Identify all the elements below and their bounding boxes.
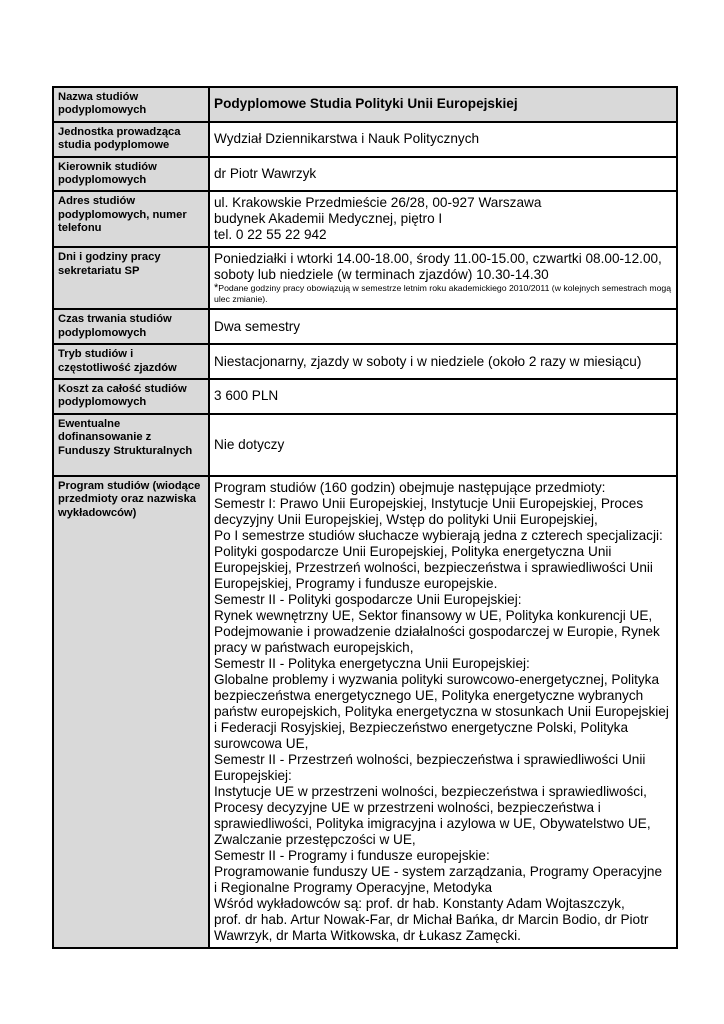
hours-line: soboty lub niedziele (w terminach zjazdów) 10.30-14.30	[214, 267, 549, 283]
program-line: Europejskiej, Przestrzeń wolności, bezpieczeństwa i sprawiedliwości Unii	[214, 559, 653, 575]
program-line: Po I semestrze studiów słuchacze wybierają jedna z czterech specjalizacji:	[214, 527, 663, 543]
value-funding: Nie dotyczy	[209, 414, 677, 476]
label-mode: Tryb studiów i częstotliwość zjazdów	[53, 344, 209, 379]
value-duration: Dwa semestry	[209, 309, 677, 344]
program-line: Instytucje UE w przestrzeni wolności, bezpieczeństwa i sprawiedliwości,	[214, 783, 647, 799]
program-line: sprawiedliwości, Polityka imigracyjna i azylowa w UE, Obywatelstwo UE,	[214, 815, 651, 831]
program-line: Semestr II - Polityki gospodarcze Unii Europejskiej:	[214, 591, 522, 607]
value-head: dr Piotr Wawrzyk	[209, 157, 677, 192]
label-address: Adres studiów podyplomowych, numer telefonu	[53, 191, 209, 247]
program-line: i Federacji Rosyjskiej, Bezpieczeństwo energetyczne Polski, Polityka	[214, 719, 629, 735]
address-line: budynek Akademii Medycznej, piętro I	[214, 211, 443, 227]
program-line: surowcowa UE,	[214, 735, 309, 751]
label-unit: Jednostka prowadząca studia podyplomowe	[53, 122, 209, 157]
program-line: Polityki gospodarcze Unii Europejskiej, Polityka energetyczna Unii	[214, 543, 612, 559]
program-line: Semestr I: Prawo Unii Europejskiej, Instytucje Unii Europejskiej, Proces	[214, 495, 644, 511]
program-line: Zwalczanie przestępczości w UE,	[214, 831, 416, 847]
program-line: Procesy decyzyjne UE w przestrzeni wolności, bezpieczeństwa i	[214, 799, 601, 815]
label-study-name: Nazwa studiów podyplomowych	[53, 87, 209, 122]
note-marker: *	[214, 282, 219, 295]
program-line: decyzyjny Unii Europejskiej, Wstęp do polityki Unii Europejskiej,	[214, 511, 598, 527]
label-program: Program studiów (wiodące przedmioty oraz nazwiska wykładowców)	[53, 476, 209, 948]
label-hours: Dni i godziny pracy sekretariatu SP	[53, 247, 209, 309]
program-line: Europejskiej:	[214, 767, 292, 783]
address-line: ul. Krakowskie Przedmieście 26/28, 00-927 Warszawa	[214, 195, 542, 211]
program-line: Wawrzyk, dr Marta Witkowska, dr Łukasz Zamęcki.	[214, 927, 521, 943]
program-line: Rynek wewnętrzny UE, Sektor finansowy w UE, Polityka konkurencji UE,	[214, 607, 653, 623]
study-info-table	[52, 86, 678, 949]
hours-line: Poniedziałki i wtorki 14.00-18.00, środy 11.00-15.00, czwartki 08.00-12.00,	[214, 251, 662, 267]
label-funding: Ewentualne dofinansowanie z Funduszy Strukturalnych	[53, 414, 209, 476]
program-line: Wśród wykładowców są: prof. dr hab. Konstanty Adam Wojtaszczyk,	[214, 895, 625, 911]
program-line: Europejskiej, Programy i fundusze europejskie.	[214, 575, 498, 591]
value-mode: Niestacjonarny, zjazdy w soboty i w niedziele (około 2 razy w miesiącu)	[209, 344, 677, 379]
value-program	[209, 476, 677, 948]
program-line: Semestr II - Polityka energetyczna Unii Europejskiej:	[214, 655, 530, 671]
value-study-name: Podyplomowe Studia Polityki Unii Europejskiej	[209, 87, 677, 122]
label-cost: Koszt za całość studiów podyplomowych	[53, 379, 209, 414]
value-cost: 3 600 PLN	[209, 379, 677, 414]
program-line: Podejmowanie i prowadzenie działalności gospodarczej w Europie, Rynek	[214, 623, 660, 639]
program-line: Semestr II - Przestrzeń wolności, bezpieczeństwa i sprawiedliwości Unii	[214, 751, 646, 767]
program-line: Globalne problemy i wyzwania polityki surowcowo-energetycznej, Polityka	[214, 671, 660, 687]
program-line: i Regionalne Programy Operacyjne, Metodyka	[214, 879, 493, 895]
value-unit: Wydział Dziennikarstwa i Nauk Politycznych	[209, 122, 677, 157]
program-line: Program studiów (160 godzin) obejmuje następujące przedmioty:	[214, 479, 606, 495]
program-line: bezpieczeństwa energetycznego UE, Polityka energetyczne wybranych	[214, 687, 644, 703]
program-line: Semestr II - Programy i fundusze europejskie:	[214, 847, 490, 863]
value-hours	[209, 247, 677, 309]
value-address	[209, 191, 677, 247]
program-line: prof. dr hab. Artur Nowak-Far, dr Michał Bańka, dr Marcin Bodio, dr Piotr	[214, 911, 649, 927]
address-line: tel. 0 22 55 22 942	[214, 227, 327, 243]
note-text: Podane godziny pracy obowiązują w semestrze letnim roku akademickiego 2010/2011 (w kolejnych semestrach mogą ulec zmianie).	[214, 283, 672, 305]
program-line: państw europejskich, Polityka energetyczna w stosunkach Unii Europejskiej	[214, 703, 669, 719]
label-duration: Czas trwania studiów podyplomowych	[53, 309, 209, 344]
program-line: pracy w państwach europejskich,	[214, 639, 414, 655]
label-head: Kierownik studiów podyplomowych	[53, 157, 209, 192]
program-line: Programowanie funduszy UE - system zarządzania, Programy Operacyjne	[214, 863, 663, 879]
hours-note	[214, 283, 672, 304]
